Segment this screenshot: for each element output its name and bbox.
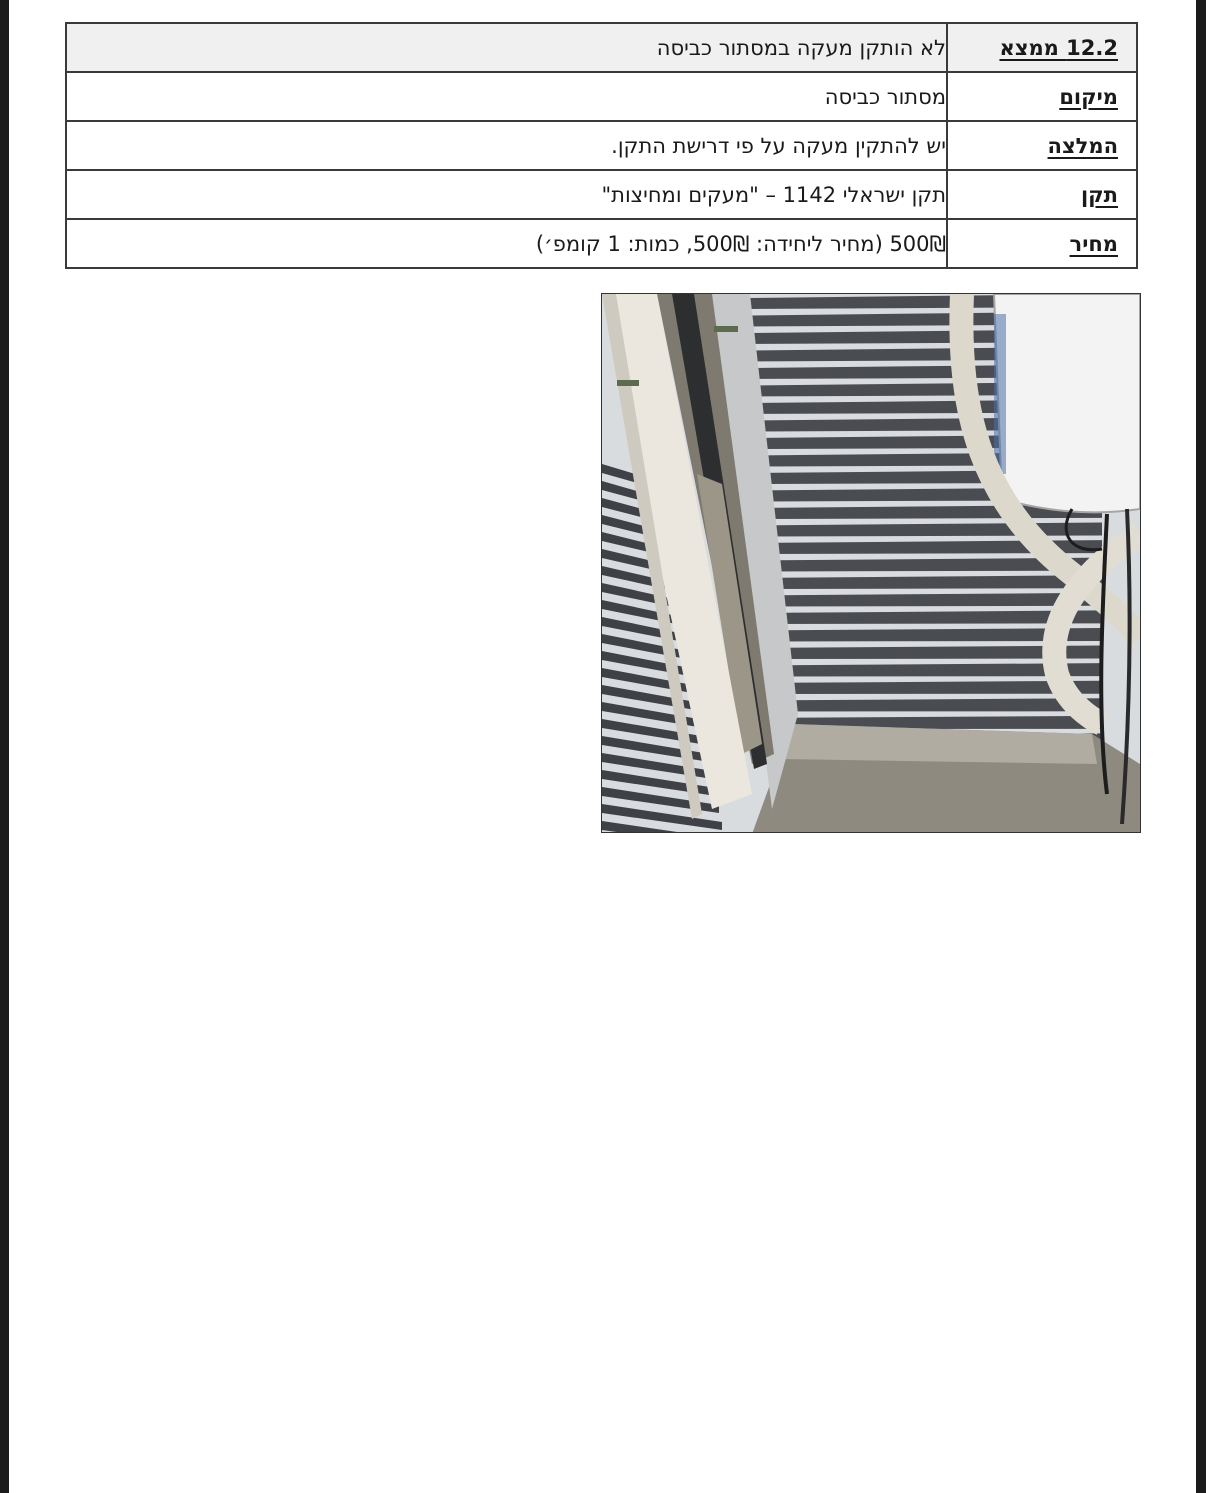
bracket-mark <box>617 380 639 386</box>
location-value: מסתור כביסה <box>66 72 947 121</box>
photo-illustration <box>602 294 1140 832</box>
standard-value: תקן ישראלי 1142 – "מעקים ומחיצות" <box>66 170 947 219</box>
finding-row <box>66 23 1137 72</box>
price-label: מחיר <box>947 219 1137 268</box>
laundry-enclosure-photo <box>601 293 1141 833</box>
recommendation-value: יש להתקין מעקה על פי דרישת התקן. <box>66 121 947 170</box>
recommendation-row <box>66 121 1137 170</box>
finding-value: לא הותקן מעקה במסתור כביסה <box>66 23 947 72</box>
water-heater-tank <box>994 294 1140 512</box>
price-value: 500₪ (מחיר ליחידה: 500₪, כמות: 1 קומפ׳) <box>66 219 947 268</box>
finding-table <box>65 22 1138 269</box>
location-row <box>66 72 1137 121</box>
standard-row <box>66 170 1137 219</box>
document-page <box>9 0 1196 1493</box>
recommendation-label: המלצה <box>947 121 1137 170</box>
standard-label: תקן <box>947 170 1137 219</box>
bracket-mark <box>714 326 738 332</box>
finding-label: 12.2 ממצא <box>947 23 1137 72</box>
location-label: מיקום <box>947 72 1137 121</box>
louver-slat <box>747 698 1102 711</box>
heater-label <box>994 314 1006 474</box>
price-row <box>66 219 1137 268</box>
